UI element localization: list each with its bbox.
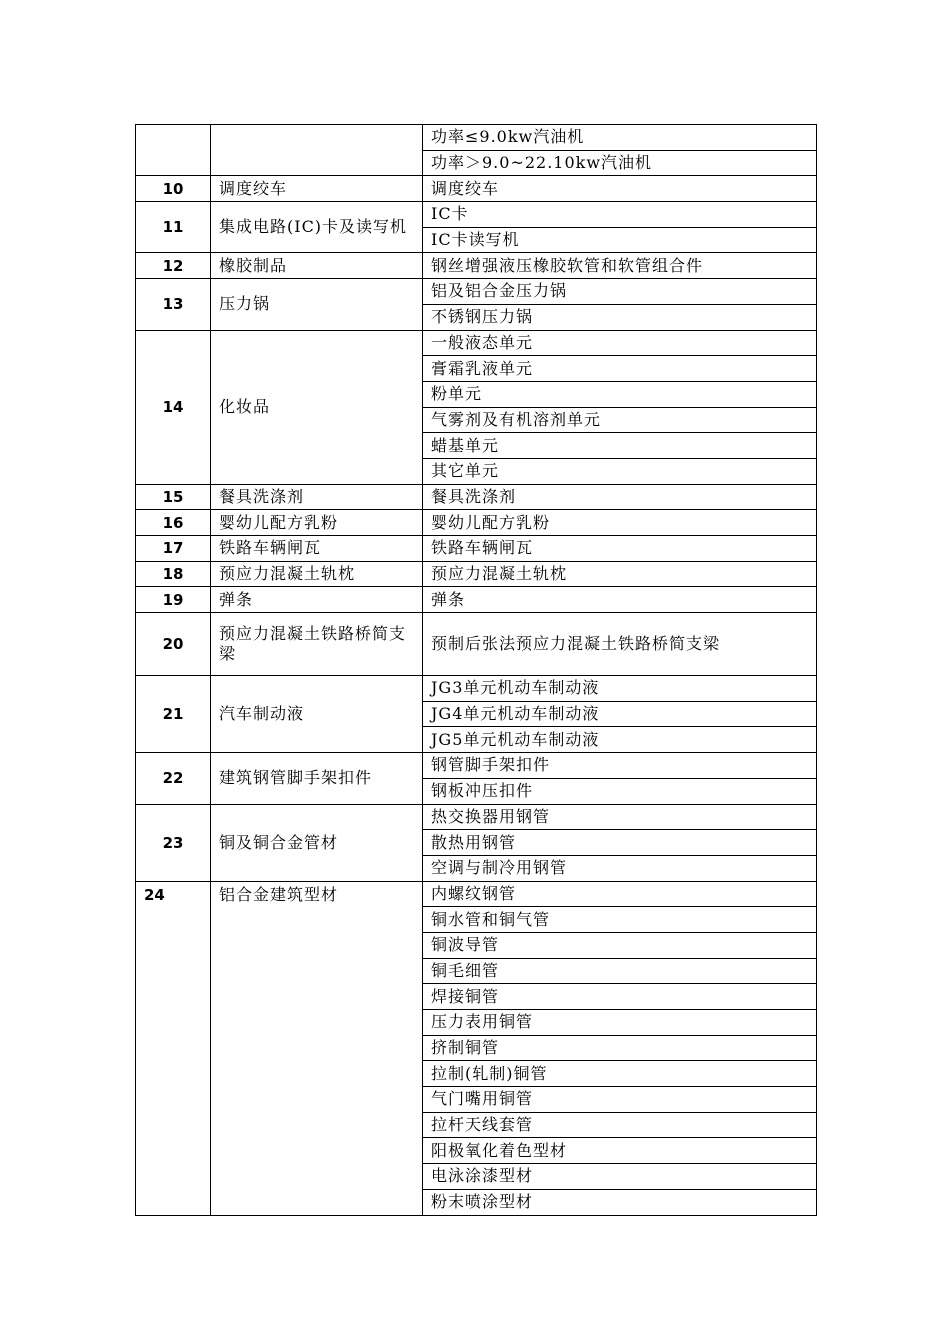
table-row bbox=[136, 510, 817, 536]
table-row bbox=[136, 330, 817, 356]
sub-unit: 空调与制冷用钢管 bbox=[423, 855, 817, 881]
sub-unit: 电泳涂漆型材 bbox=[423, 1164, 817, 1190]
product-name bbox=[211, 125, 423, 176]
sub-unit: 铁路车辆闸瓦 bbox=[423, 536, 817, 562]
table-row bbox=[136, 881, 817, 907]
table-row bbox=[136, 804, 817, 830]
product-name: 餐具洗涤剂 bbox=[211, 484, 423, 510]
sub-unit: 拉制(轧制)铜管 bbox=[423, 1061, 817, 1087]
sub-unit: 拉杆天线套管 bbox=[423, 1112, 817, 1138]
sub-unit: 粉末喷涂型材 bbox=[423, 1189, 817, 1215]
sub-unit: 铜水管和铜气管 bbox=[423, 907, 817, 933]
product-name: 铝合金建筑型材 bbox=[211, 881, 423, 1215]
product-name: 化妆品 bbox=[211, 330, 423, 484]
sub-unit: 粉单元 bbox=[423, 381, 817, 407]
table-row bbox=[136, 587, 817, 613]
sub-unit: 不锈钢压力锅 bbox=[423, 304, 817, 330]
table-row bbox=[136, 753, 817, 779]
row-number: 10 bbox=[136, 176, 211, 202]
sub-unit: 功率≤9.0kw汽油机 bbox=[423, 125, 817, 151]
sub-unit: 热交换器用钢管 bbox=[423, 804, 817, 830]
product-name: 调度绞车 bbox=[211, 176, 423, 202]
sub-unit: 预制后张法预应力混凝土铁路桥简支梁 bbox=[423, 613, 817, 676]
product-name: 集成电路(IC)卡及读写机 bbox=[211, 202, 423, 253]
row-number: 17 bbox=[136, 536, 211, 562]
row-number: 20 bbox=[136, 613, 211, 676]
sub-unit: 焊接铜管 bbox=[423, 984, 817, 1010]
sub-unit: 挤制铜管 bbox=[423, 1035, 817, 1061]
row-number: 23 bbox=[136, 804, 211, 881]
table-row bbox=[136, 279, 817, 305]
sub-unit: 阳极氧化着色型材 bbox=[423, 1138, 817, 1164]
table-row bbox=[136, 176, 817, 202]
sub-unit: 功率＞9.0~22.10kw汽油机 bbox=[423, 150, 817, 176]
table-row bbox=[136, 125, 817, 151]
sub-unit: 散热用钢管 bbox=[423, 830, 817, 856]
sub-unit: 膏霜乳液单元 bbox=[423, 356, 817, 382]
table-row bbox=[136, 561, 817, 587]
row-number: 13 bbox=[136, 279, 211, 330]
product-table bbox=[135, 124, 817, 1216]
sub-unit: 餐具洗涤剂 bbox=[423, 484, 817, 510]
product-name: 压力锅 bbox=[211, 279, 423, 330]
sub-unit: IC卡读写机 bbox=[423, 227, 817, 253]
sub-unit: 其它单元 bbox=[423, 458, 817, 484]
row-number: 18 bbox=[136, 561, 211, 587]
sub-unit: 钢板冲压扣件 bbox=[423, 778, 817, 804]
row-number: 16 bbox=[136, 510, 211, 536]
sub-unit: 钢管脚手架扣件 bbox=[423, 753, 817, 779]
sub-unit: 钢丝增强液压橡胶软管和软管组合件 bbox=[423, 253, 817, 279]
table-row bbox=[136, 484, 817, 510]
sub-unit: 气雾剂及有机溶剂单元 bbox=[423, 407, 817, 433]
sub-unit: 压力表用铜管 bbox=[423, 1010, 817, 1036]
row-number: 19 bbox=[136, 587, 211, 613]
sub-unit: 蜡基单元 bbox=[423, 433, 817, 459]
table-row bbox=[136, 253, 817, 279]
table-row bbox=[136, 613, 817, 676]
sub-unit: 气门嘴用铜管 bbox=[423, 1087, 817, 1113]
row-number bbox=[136, 125, 211, 176]
product-name: 婴幼儿配方乳粉 bbox=[211, 510, 423, 536]
sub-unit: 铜波导管 bbox=[423, 932, 817, 958]
sub-unit: 铜毛细管 bbox=[423, 958, 817, 984]
row-number: 21 bbox=[136, 676, 211, 753]
row-number: 22 bbox=[136, 753, 211, 804]
product-name: 建筑钢管脚手架扣件 bbox=[211, 753, 423, 804]
sub-unit: IC卡 bbox=[423, 202, 817, 228]
sub-unit: 铝及铝合金压力锅 bbox=[423, 279, 817, 305]
table-row bbox=[136, 202, 817, 228]
product-name: 弹条 bbox=[211, 587, 423, 613]
sub-unit: JG5单元机动车制动液 bbox=[423, 727, 817, 753]
sub-unit: 预应力混凝土轨枕 bbox=[423, 561, 817, 587]
product-name: 铁路车辆闸瓦 bbox=[211, 536, 423, 562]
sub-unit: 一般液态单元 bbox=[423, 330, 817, 356]
row-number: 11 bbox=[136, 202, 211, 253]
table-row bbox=[136, 676, 817, 702]
sub-unit: JG3单元机动车制动液 bbox=[423, 676, 817, 702]
table-row bbox=[136, 536, 817, 562]
row-number: 12 bbox=[136, 253, 211, 279]
product-name: 汽车制动液 bbox=[211, 676, 423, 753]
sub-unit: 内螺纹钢管 bbox=[423, 881, 817, 907]
sub-unit: 婴幼儿配方乳粉 bbox=[423, 510, 817, 536]
row-number: 15 bbox=[136, 484, 211, 510]
product-name: 预应力混凝土轨枕 bbox=[211, 561, 423, 587]
sub-unit: 调度绞车 bbox=[423, 176, 817, 202]
product-name: 橡胶制品 bbox=[211, 253, 423, 279]
row-number: 24 bbox=[136, 881, 211, 1215]
sub-unit: JG4单元机动车制动液 bbox=[423, 701, 817, 727]
sub-unit: 弹条 bbox=[423, 587, 817, 613]
row-number: 14 bbox=[136, 330, 211, 484]
product-name: 预应力混凝土铁路桥简支梁 bbox=[211, 613, 423, 676]
product-name: 铜及铜合金管材 bbox=[211, 804, 423, 881]
